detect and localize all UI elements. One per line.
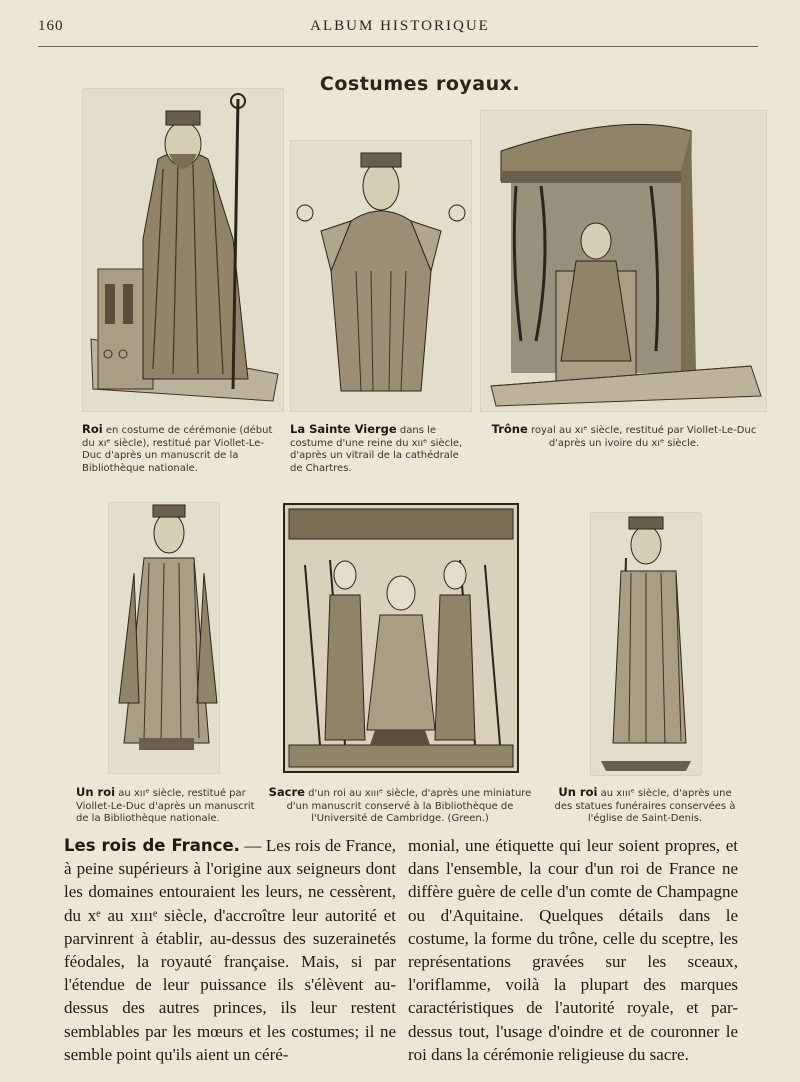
caption-lead: La Sainte Vierge [290, 422, 397, 436]
caption-text: royal au xıᵉ siècle, restitué par Viollet-Le-Duc d'après un ivoire du xıᵉ siècle. [527, 425, 757, 449]
royal-throne-engraving [481, 111, 766, 411]
caption-text: en costume de cérémonie (début du xıᵉ siècle), restitué par Viollet-Le-Duc d'après un manuscrit de la Bibliothèque nationale. [82, 425, 273, 474]
caption-lead: Trône [491, 422, 528, 436]
king-xii-engraving [109, 503, 219, 773]
page-number: 160 [38, 18, 64, 34]
caption-roi-ceremonie [82, 423, 278, 475]
caption-roi-xii [76, 786, 256, 826]
body-text-2: monial, une étiquette qui leur soient propres, et dans l'ensemble, la cour d'un roi de France ne diffère guère de celle d'un comte de Champagne ou d'Aquitaine. Quelques détails dans le costume, la forme du trône, celle du sceptre, les représentations gravées sur les sceaux, l'oriflamme, voilà la plupart des marques caractéristiques de l'autorité royale, et par-dessus tout, l'usage d'oindre et de couronner le roi dans la cérémonie religieuse du sacre. [408, 836, 738, 1064]
caption-lead: Un roi [558, 785, 598, 799]
caption-text: dans le costume d'une reine du xııᵉ siècle, d'après un vitrail de la cathédrale de Chartres. [290, 425, 463, 474]
section-title: Costumes royaux. [319, 73, 521, 95]
caption-sacre [262, 786, 538, 826]
running-title: ALBUM HISTORIQUE [310, 18, 490, 34]
figure-roi-xiii [590, 512, 702, 776]
body-column-2 [408, 834, 738, 1066]
header-rule [38, 46, 758, 47]
king-xiii-engraving [591, 513, 701, 775]
king-throne-engraving [83, 89, 283, 411]
figure-sainte-vierge [290, 140, 472, 412]
caption-lead: Roi [82, 422, 103, 436]
coronation-miniature [285, 505, 517, 771]
figure-trone [480, 110, 767, 412]
caption-lead: Sacre [268, 785, 305, 799]
caption-text: d'un roi au xıııᵉ siècle, d'après une miniature d'un manuscrit conservé à la Bibliothèque de l'Université de Cambridge. (Green.) [286, 788, 532, 824]
caption-text: au xıııᵉ siècle, d'après une des statues funéraires conservées à l'église de Saint-Denis. [554, 788, 736, 824]
caption-text: au xııᵉ siècle, restitué par Viollet-Le-Duc d'après un manuscrit de la Bibliothèque nationale. [76, 788, 255, 824]
caption-trone [485, 423, 763, 450]
body-text-1: — Les rois de France, à peine supérieurs à l'origine aux seigneurs dont les domaines entouraient les leurs, ne cessèrent, du xᵉ au xıııᵉ siècle, d'accroître leur autorité et parvinrent à établir, au-dessus des suzerainetés féodales, la royauté française. Mais, si par l'étendue de leur puissance ils s'élèvent au-dessus des autres princes, ils leur restent semblables par les mœurs et les costumes; il ne semble point qu'ils aient un céré- [64, 836, 396, 1064]
figure-roi-xii [108, 502, 220, 774]
caption-lead: Un roi [76, 785, 116, 799]
figure-sacre [283, 503, 519, 773]
virgin-queen-engraving [291, 141, 471, 411]
caption-sainte-vierge [290, 423, 465, 475]
caption-roi-xiii [550, 786, 740, 826]
body-column-1 [64, 834, 396, 1066]
figure-roi-ceremonie [82, 88, 284, 412]
body-lead: Les rois de France. [64, 836, 240, 855]
